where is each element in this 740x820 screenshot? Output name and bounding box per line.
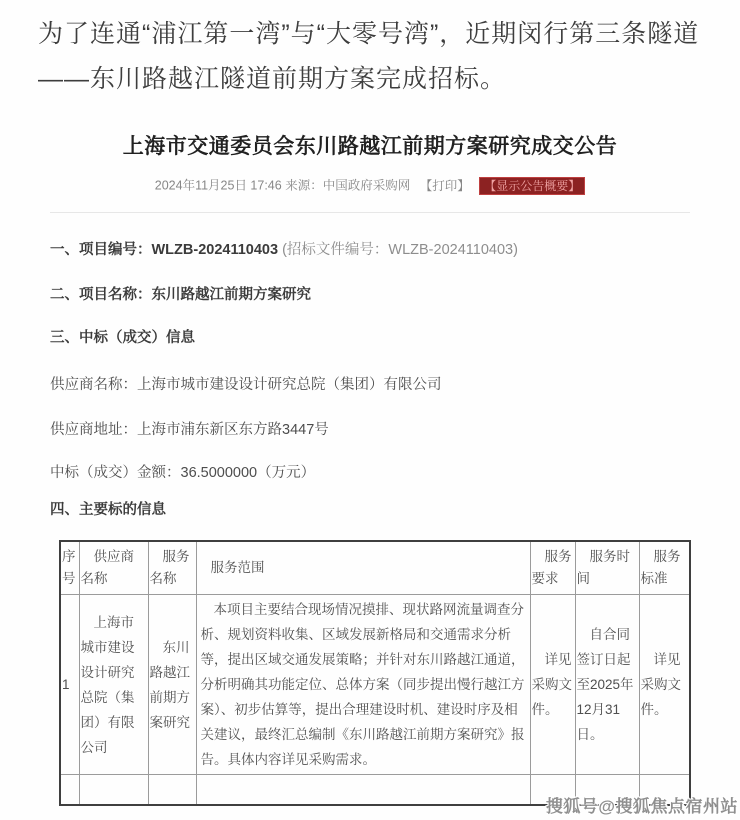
supplier-address-label: 供应商地址： — [50, 421, 137, 438]
supplier-name-value: 上海市城市建设设计研究总院（集团）有限公司 — [137, 376, 442, 393]
award-amount-row — [50, 464, 690, 482]
table-header-row — [60, 541, 690, 595]
cell-service-standard: 详见采购文件。 — [639, 595, 690, 775]
cell-service-scope: 本项目主要结合现场情况摸排、现状路网流量调查分析、规划资料收集、区域发展新格局和交通需求分析等，提出区域交通发展策略；并针对东川路越江通道，分析明确其功能定位、总体方案（同步提出慢行越江方案）、初步估算等，提出合理建设时机、建设时序及相关建议，最终汇总编制《东川路越江前期方案研究》报告。具体内容详见采购需求。 — [196, 595, 530, 775]
empty-cell — [196, 775, 530, 805]
lead-paragraph: 为了连通“浦江第一湾”与“大零号湾”，近期闵行第三条隧道——东川路越江隧道前期方案完成招标。 — [38, 20, 700, 93]
tender-doc-number: (招标文件编号：WLZB-2024110403) — [282, 241, 518, 258]
cell-seq: 1 — [60, 595, 79, 775]
publish-date: 2024年11月25日 17:46 — [154, 178, 282, 193]
bid-info-table — [59, 540, 691, 806]
project-number-value: WLZB-2024110403 — [151, 241, 279, 258]
cell-service-requirement: 详见采购文件。 — [530, 595, 575, 775]
award-info-heading: 三、中标（成交）信息 — [50, 329, 195, 346]
empty-cell — [79, 775, 148, 805]
divider — [50, 212, 690, 213]
supplier-name-row — [50, 376, 690, 394]
supplier-address-value: 上海市浦东新区东方路3447号 — [137, 421, 329, 438]
empty-cell — [148, 775, 196, 805]
project-name-value: 东川路越江前期方案研究 — [151, 286, 311, 303]
section-project-name — [50, 286, 690, 304]
cell-service-time: 自合同签订日起至2025年12月31日。 — [575, 595, 639, 775]
col-header-service-scope: 服务范围 — [196, 541, 530, 595]
empty-cell — [60, 775, 79, 805]
print-link[interactable]: 【打印】 — [419, 178, 470, 193]
award-amount-value: 36.5000000（万元） — [180, 464, 316, 481]
announcement-title: 上海市交通委员会东川路越江前期方案研究成交公告 — [122, 135, 618, 158]
award-amount-label: 中标（成交）金额： — [50, 464, 181, 481]
col-header-supplier: 供应商名称 — [79, 541, 148, 595]
watermark: 搜狐号@搜狐焦点宿州站 — [545, 797, 738, 816]
supplier-address-row — [50, 421, 690, 439]
section-project-number — [50, 241, 690, 259]
cell-supplier: 上海市城市建设设计研究总院（集团）有限公司 — [79, 595, 148, 775]
project-number-label: 一、项目编号： — [50, 241, 152, 258]
main-subject-heading: 四、主要标的信息 — [50, 501, 166, 518]
section-main-subject — [50, 501, 690, 519]
meta-line — [0, 176, 740, 195]
col-header-seq: 序号 — [60, 541, 79, 595]
table-row — [60, 595, 690, 775]
supplier-name-label: 供应商名称： — [50, 376, 137, 393]
col-header-service-standard: 服务标准 — [639, 541, 690, 595]
announcement-body — [50, 241, 690, 806]
col-header-service-name: 服务名称 — [148, 541, 196, 595]
col-header-service-requirement: 服务要求 — [530, 541, 575, 595]
source-label: 来源：中国政府采购网 — [285, 178, 411, 193]
show-summary-badge[interactable]: 【显示公告概要】 — [479, 177, 585, 195]
cell-service-name: 东川路越江前期方案研究 — [148, 595, 196, 775]
section-award-info — [50, 329, 690, 347]
project-name-label: 二、项目名称： — [50, 286, 152, 303]
col-header-service-time: 服务时间 — [575, 541, 639, 595]
